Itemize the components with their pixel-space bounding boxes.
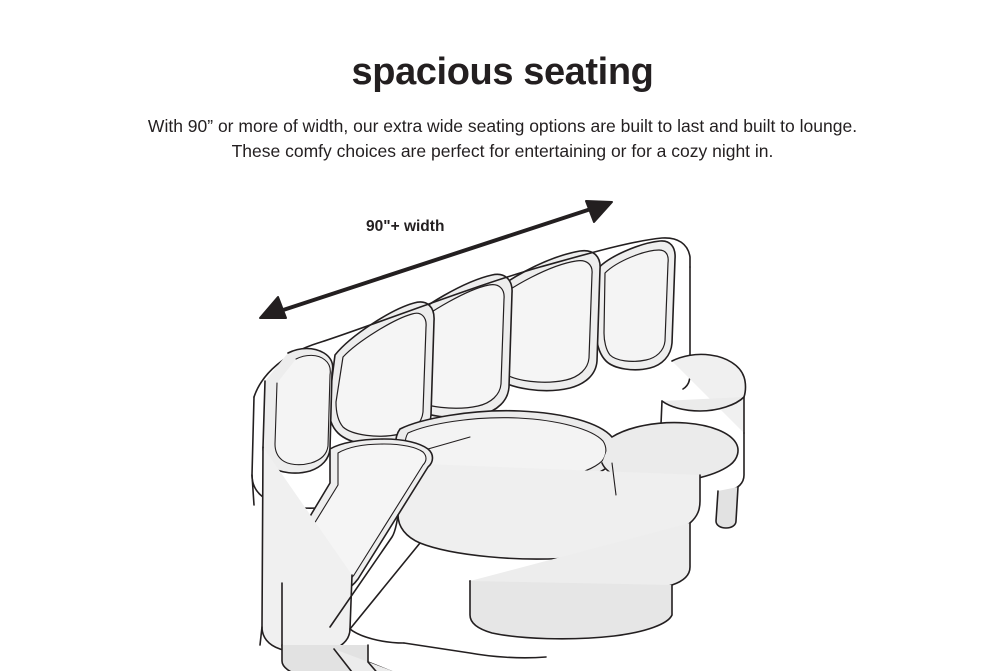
base-front-band bbox=[470, 581, 672, 639]
right-arm-top bbox=[672, 354, 746, 433]
left-plinth-edge bbox=[260, 627, 262, 645]
page-title: spacious seating bbox=[351, 51, 654, 93]
description-line-2: These comfy choices are perfect for entertaining or for a cozy night in. bbox=[231, 140, 774, 161]
back-left-lower bbox=[252, 475, 254, 505]
base-rail-left bbox=[350, 629, 404, 643]
sofa-line-drawing bbox=[0, 175, 1005, 671]
back-pillow-right-inner bbox=[604, 250, 668, 361]
leg-right bbox=[716, 487, 738, 528]
description-text bbox=[0, 114, 1005, 164]
width-dimension-label: 90"+ width bbox=[366, 218, 445, 235]
arrow-head-left bbox=[260, 297, 286, 318]
description-line-1: With 90” or more of width, our extra wide seating options are built to last and built to lounge. bbox=[147, 116, 858, 136]
sofa-illustration bbox=[0, 175, 1005, 671]
base-front-long bbox=[404, 643, 546, 658]
arrow-head-right bbox=[586, 201, 612, 222]
